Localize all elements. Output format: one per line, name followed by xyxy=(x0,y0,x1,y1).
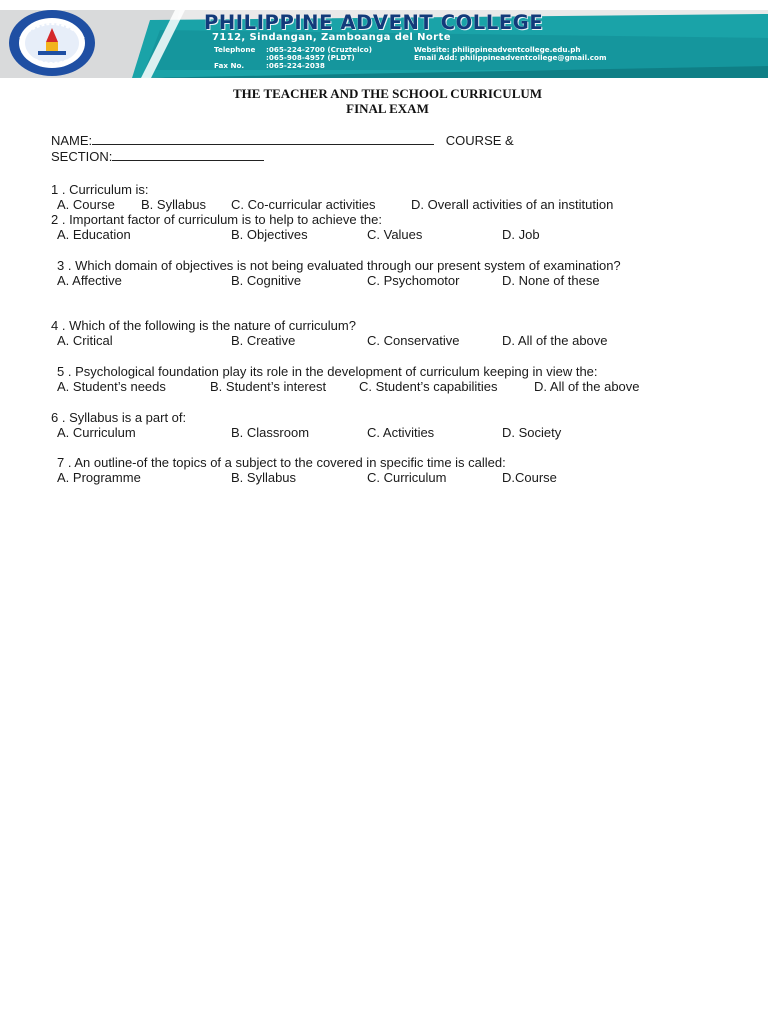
option-c[interactable]: C. Activities xyxy=(367,425,435,440)
question-4 xyxy=(51,318,703,348)
option-d[interactable]: D. All of the above xyxy=(534,379,640,394)
answer-options xyxy=(51,379,703,394)
section-label: SECTION: xyxy=(51,149,113,164)
letterhead xyxy=(0,0,768,80)
option-a[interactable]: A. Course xyxy=(57,197,115,212)
option-b[interactable]: B. Creative xyxy=(231,333,296,348)
website: Website: philippineadventcollege.edu.ph xyxy=(414,45,581,54)
question-1 xyxy=(51,182,703,212)
question-7 xyxy=(51,455,703,485)
option-a[interactable]: A. Curriculum xyxy=(57,425,136,440)
question-5 xyxy=(51,364,703,394)
option-c[interactable]: C. Curriculum xyxy=(367,470,447,485)
option-a[interactable]: A. Critical xyxy=(57,333,113,348)
question-3 xyxy=(57,258,641,288)
option-c[interactable]: C. Psychomotor xyxy=(367,273,460,288)
option-a[interactable]: A. Education xyxy=(57,227,131,242)
option-d[interactable]: D.Course xyxy=(502,470,557,485)
name-blank[interactable] xyxy=(92,132,434,145)
telephone-label: Telephone xyxy=(214,45,256,54)
option-d[interactable]: D. Society xyxy=(502,425,562,440)
answer-options xyxy=(51,333,703,348)
fax-label: Fax No. xyxy=(214,61,245,70)
name-course-line xyxy=(51,132,711,148)
option-c[interactable]: C. Student’s capabilities xyxy=(359,379,498,394)
option-a[interactable]: A. Student’s needs xyxy=(57,379,166,394)
answer-options xyxy=(51,227,703,242)
option-a[interactable]: A. Programme xyxy=(57,470,141,485)
option-d[interactable]: D. None of these xyxy=(502,273,600,288)
answer-options xyxy=(51,273,641,288)
option-d[interactable]: D. Overall activities of an institution xyxy=(411,197,614,212)
question-stem: 7 . An outline-of the topics of a subject to the covered in specific time is called: xyxy=(57,455,506,470)
option-d[interactable]: D. All of the above xyxy=(502,333,608,348)
option-b[interactable]: B. Syllabus xyxy=(231,470,297,485)
college-seal-logo xyxy=(6,8,98,78)
option-c[interactable]: C. Conservative xyxy=(367,333,460,348)
option-d[interactable]: D. Job xyxy=(502,227,540,242)
fax-number: :065-224-2038 xyxy=(266,61,325,70)
question-stem: 5 . Psychological foundation play its role in the development of curriculum keeping in view the: xyxy=(57,364,598,379)
answer-options xyxy=(51,470,703,485)
college-address: 7112, Sindangan, Zamboanga del Norte xyxy=(212,32,451,43)
option-b[interactable]: B. Classroom xyxy=(231,425,310,440)
option-a[interactable]: A. Affective xyxy=(57,273,122,288)
exam-subtitle: FINAL EXAM xyxy=(346,101,429,116)
college-name: PHILIPPINE ADVENT COLLEGE xyxy=(204,11,544,34)
exam-heading xyxy=(0,86,768,116)
exam-body xyxy=(51,132,711,485)
option-b[interactable]: B. Cognitive xyxy=(231,273,302,288)
email: Email Add: philippineadventcollege@gmail.com xyxy=(414,53,607,62)
question-stem: 6 . Syllabus is a part of: xyxy=(51,410,187,425)
question-2 xyxy=(51,212,703,242)
question-stem: 4 . Which of the following is the nature of curriculum? xyxy=(51,318,356,333)
option-c[interactable]: C. Values xyxy=(367,227,423,242)
option-b[interactable]: B. Student’s interest xyxy=(210,379,327,394)
question-stem: 3 . Which domain of objectives is not being evaluated through our present system of examination? xyxy=(57,258,621,273)
option-b[interactable]: B. Syllabus xyxy=(141,197,207,212)
question-6 xyxy=(51,410,703,440)
telephone-2: :065-908-4957 (PLDT) xyxy=(266,53,355,62)
question-stem: 1 . Curriculum is: xyxy=(51,182,149,197)
answer-options xyxy=(51,425,703,440)
name-label: NAME: xyxy=(51,133,93,148)
answer-options xyxy=(51,197,703,212)
exam-title: THE TEACHER AND THE SCHOOL CURRICULUM xyxy=(232,86,543,101)
option-b[interactable]: B. Objectives xyxy=(231,227,308,242)
section-blank[interactable] xyxy=(112,148,264,161)
course-label: COURSE & xyxy=(445,133,514,148)
question-stem: 2 . Important factor of curriculum is to help to achieve the: xyxy=(51,212,382,227)
option-c[interactable]: C. Co-curricular activities xyxy=(231,197,376,212)
telephone-1: :065-224-2700 (Cruztelco) xyxy=(266,45,373,54)
section-line xyxy=(51,148,711,164)
